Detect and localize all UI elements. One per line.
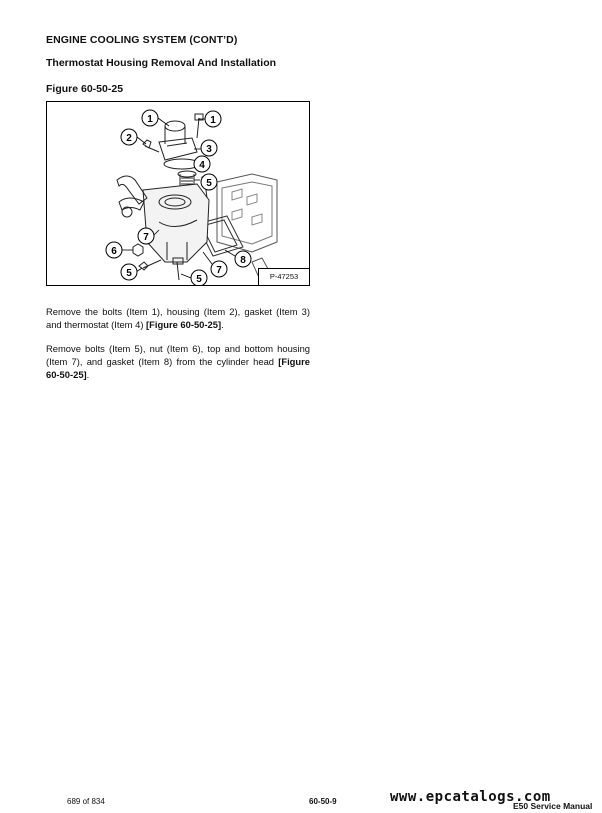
- paragraph-removal-1: Remove the bolts (Item 1), housing (Item 2), gasket (Item 3) and thermostat (Item 4) [Figure 60-50-25].: [46, 306, 310, 330]
- thermostat-housing-diagram: [47, 102, 310, 286]
- section-title: ENGINE COOLING SYSTEM (CONT’D): [46, 34, 238, 46]
- page-count: 689 of 834: [67, 797, 105, 806]
- watermark: www.epcatalogs.com: [390, 789, 551, 805]
- callout-1b: 1: [210, 115, 216, 126]
- callout-7b: 7: [216, 265, 222, 276]
- figure-reference: [Figure 60-50-25]: [46, 356, 310, 380]
- figure-label: Figure 60-50-25: [46, 83, 124, 95]
- paragraph-removal-2: Remove bolts (Item 5), nut (Item 6), top and bottom housing (Item 7), and gasket (Item 8) from the cylinder head [Figure 60-50-25].: [46, 343, 310, 380]
- callout-3: 3: [206, 144, 212, 155]
- callout-5c: 5: [196, 274, 202, 285]
- figure-reference: [Figure 60-50-25]: [146, 319, 222, 330]
- callout-5b: 5: [126, 268, 132, 279]
- figure-illustration: [46, 101, 310, 286]
- part-number: P-47253: [258, 268, 309, 285]
- manual-title: E50 Service Manual: [513, 801, 593, 811]
- callout-4: 4: [199, 160, 205, 171]
- callout-2: 2: [126, 133, 132, 144]
- subsection-title: Thermostat Housing Removal And Installation: [46, 57, 277, 69]
- callout-8: 8: [240, 255, 246, 266]
- callout-7a: 7: [143, 232, 149, 243]
- callout-6: 6: [111, 246, 117, 257]
- page-code: 60-50-9: [309, 797, 337, 806]
- callout-5a: 5: [206, 178, 212, 189]
- callout-1a: 1: [147, 114, 153, 125]
